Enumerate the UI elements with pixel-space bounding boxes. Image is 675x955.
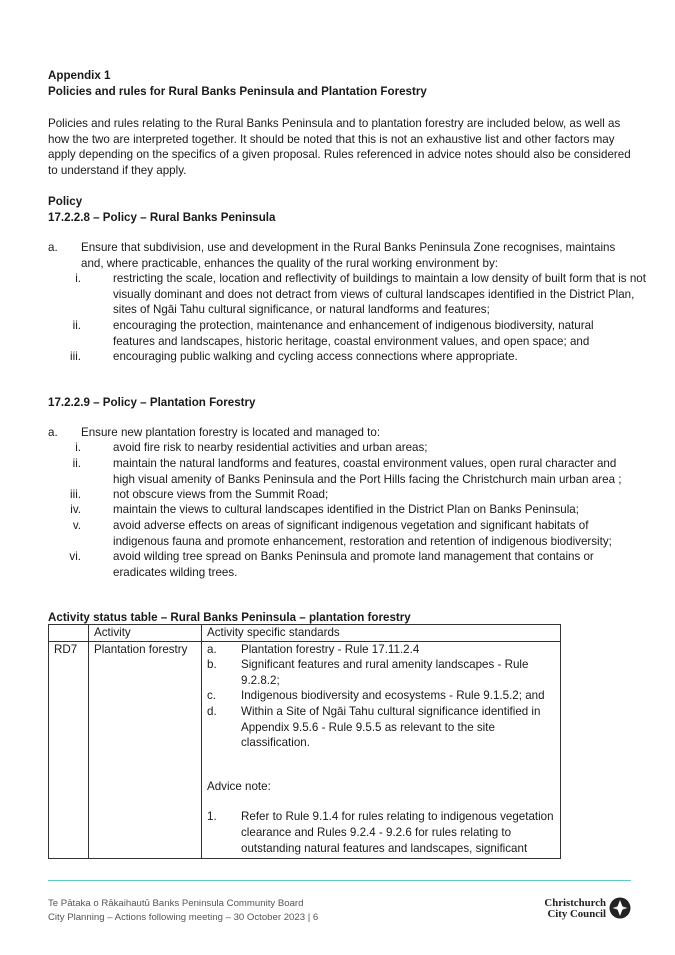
list-marker: ii. (72, 319, 81, 332)
table-cell-activity: Plantation forestry (89, 641, 202, 858)
logo-line-2: City Council (547, 908, 606, 920)
list-marker: iv. (70, 503, 81, 516)
list-marker: vi. (69, 550, 81, 563)
list-item-text: not obscure views from the Summit Road; (113, 488, 329, 501)
footer-divider (48, 880, 631, 881)
appendix-label: Appendix 1 (48, 69, 111, 82)
table-header-cell (49, 625, 89, 642)
logo-wordmark (544, 898, 606, 920)
list-marker: i. (75, 441, 81, 454)
list-item (207, 657, 555, 688)
list-item-text: encouraging public walking and cycling access connections where appropriate. (113, 350, 518, 363)
table-caption: Activity status table – Rural Banks Peninsula – plantation forestry (48, 611, 411, 624)
list-marker: a. (48, 241, 58, 254)
list-marker: b. (207, 658, 217, 672)
intro-paragraph: Policies and rules relating to the Rural Banks Peninsula and to plantation forestry are included below, as well as how the two are interpreted together. It should be noted that this is not an exhaustive list and other factors may apply depending on the specifics of a given proposal. Rules referenced in advice notes should also be considered to understand if they apply. (48, 117, 631, 177)
list-item-text: restricting the scale, location and reflectivity of buildings to maintain a low density of built form that is not visually dominant and does not detract from views of cultural landscapes identified in the District Plan, sites of Ngāi Tahu cultural significance, or natural landforms and features; (113, 272, 646, 317)
policy-label: Policy (48, 195, 83, 208)
list-item-text: avoid fire risk to nearby residential activities and urban areas; (113, 441, 428, 454)
list-marker: iii. (70, 350, 81, 363)
list-item-text: Plantation forestry - Rule 17.11.2.4 (241, 642, 420, 656)
list-marker: 1. (207, 810, 217, 824)
list-item (207, 809, 555, 856)
council-logo (540, 896, 632, 924)
logo-line-1: Christchurch (544, 897, 606, 909)
list-item-text: avoid adverse effects on areas of significant indigenous vegetation and significant habitats of indigenous fauna and promote enhancement, restoration and retention of indigenous biodiversity; (113, 519, 612, 548)
list-marker: d. (207, 704, 217, 718)
page-title: Policies and rules for Rural Banks Peninsula and Plantation Forestry (48, 85, 427, 98)
list-item (207, 688, 555, 704)
list-item-text: Refer to Rule 9.1.4 for rules relating to indigenous vegetation clearance and Rules 9.2.4 - 9.2.6 for rules relating to outstanding natural features and landscapes, significant (241, 810, 554, 855)
clause-text: Ensure new plantation forestry is located and managed to: (81, 426, 381, 439)
list-item-text: avoid wilding tree spread on Banks Peninsula and promote land management that contains or eradicates wilding trees. (113, 550, 594, 579)
list-item-text: encouraging the protection, maintenance and enhancement of indigenous biodiversity, natural features and landscapes, historic heritage, coastal environment values, and open space; and (113, 319, 594, 348)
policy2-heading: 17.2.2.9 – Policy – Plantation Forestry (48, 396, 256, 409)
clause-text: Ensure that subdivision, use and development in the Rural Banks Peninsula Zone recognises, maintains and, where practicable, enhances the quality of the rural working environment by: (81, 241, 616, 270)
list-item (207, 704, 555, 751)
list-marker: i. (75, 272, 81, 285)
activity-status-table (48, 624, 561, 859)
list-item-text: Within a Site of Ngāi Tahu cultural significance identified in Appendix 9.5.6 - Rule 9.5.5 as relevant to the site classification. (241, 704, 541, 750)
list-item (207, 642, 555, 658)
list-marker: a. (48, 426, 58, 439)
footer-meeting-info: City Planning – Actions following meeting – 30 October 2023 | 6 (48, 912, 319, 923)
table-header-row (49, 625, 561, 642)
policy1-heading: 17.2.2.8 – Policy – Rural Banks Peninsula (48, 211, 276, 224)
cathedral-emblem-icon (608, 896, 632, 920)
list-marker: v. (72, 519, 81, 532)
list-marker: ii. (72, 457, 81, 470)
list-item-text: Significant features and rural amenity landscapes - Rule 9.2.8.2; (241, 658, 529, 687)
list-marker: a. (207, 642, 217, 656)
advice-note-label: Advice note: (207, 779, 271, 793)
table-cell-standards (202, 641, 561, 858)
table-row (49, 641, 561, 858)
table-header-cell: Activity (89, 625, 202, 642)
list-marker: c. (207, 689, 217, 703)
list-marker: iii. (70, 488, 81, 501)
list-item-text: maintain the natural landforms and features, coastal environment values, open rural character and high visual amenity of Banks Peninsula and the Port Hills facing the Christchurch main urban area ; (113, 457, 622, 486)
footer-board-name: Te Pātaka o Rākaihautū Banks Peninsula Community Board (48, 898, 304, 909)
list-item-text: maintain the views to cultural landscapes identified in the District Plan on Banks Peninsula; (113, 503, 579, 516)
table-cell-code: RD7 (49, 641, 89, 858)
list-item-text: Indigenous biodiversity and ecosystems - Rule 9.1.5.2; and (241, 689, 545, 703)
table-header-cell: Activity specific standards (202, 625, 561, 642)
